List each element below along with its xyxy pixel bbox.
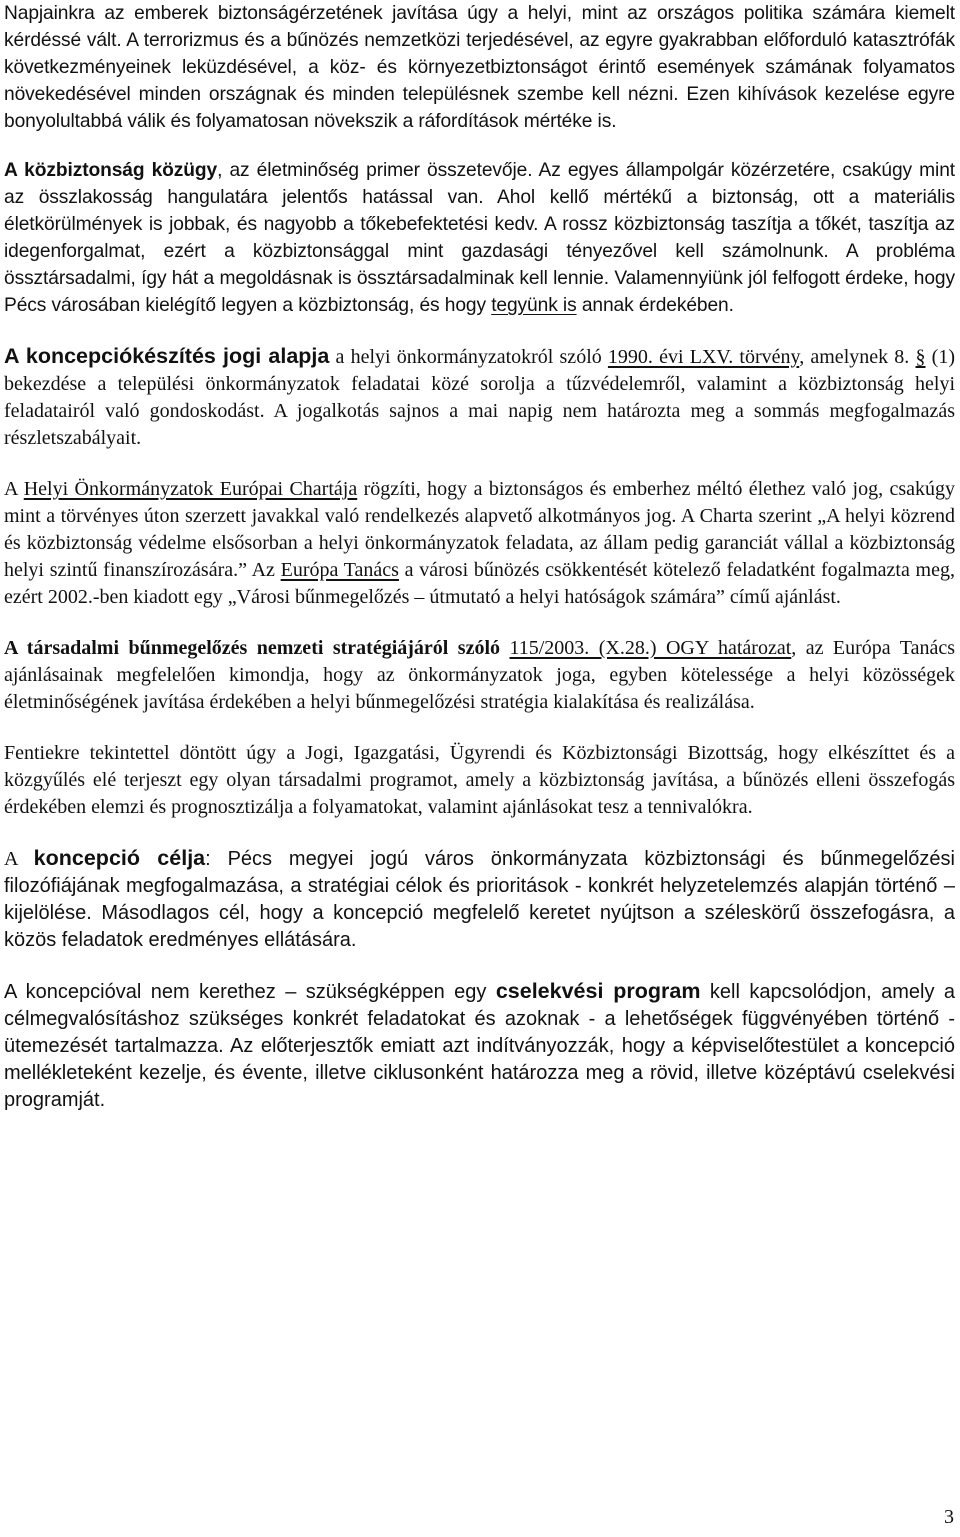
- paragraph-legal-basis-lead: A koncepciókészítés jogi alapja: [4, 344, 330, 368]
- paragraph-strategy-text: , az Európa Tanács ajánlásainak megfelelően kimondja, hogy az önkormányzatok joga, egyben kötelessége a helyi közösségek életminőségének javítása érdekében a helyi bűnmegelőzési stratégia kialakítása és realizálása.: [4, 637, 956, 713]
- underlined-phrase: tegyünk is: [491, 295, 577, 316]
- paragraph-legal-basis-text-2: , amelynek 8.: [799, 346, 916, 368]
- paragraph-charter-text-3: a városi bűnözés csökkentését kötelező feladatként fogalmazta meg, ezért 2002.-ben kiadott egy „Városi bűnmegelőzés – útmutató a helyi hatóságok számára” című ajánlást.: [4, 559, 955, 608]
- paragraph-action-program-text-2: kell kapcsolódjon, amely a célmegvalósításhoz szükséges konkrét feladatokat és azoknak - a lehetőségek függvényében történő - ütemezését tartalmazza. Az előterjesztők emiatt azt indítványozzák, hogy a képviselőtestület a koncepció mellékleteként kezelje, és évente, illetve ciklusonként határozza meg a rövid, illetve középtávú cselekvési programját.: [4, 981, 955, 1111]
- paragraph-legal-basis-text-3: (1) bekezdése a települési önkormányzatok feladatai közé sorolja a tűzvédelemről, valamint a közbiztonság helyi feladatairól való gondoskodást. A jogalkotás sajnos a mai napig nem határozta meg a sommás megfogalmazás részletszabályait.: [4, 346, 955, 449]
- paragraph-public-safety: [4, 157, 955, 319]
- law-link[interactable]: 1990. évi LXV. törvény: [607, 346, 800, 368]
- section-sign: §: [915, 346, 926, 368]
- paragraph-goal-text-2: : Pécs megyei jogú város önkormányzata közbiztonsági és bűnmegelőzési filozófiájának megfogalmazása, a stratégiai célok és prioritások - konkrét helyzetelemzés alapján történő – kijelölése. Másodlagos cél, hogy a koncepció megfelelő keretet nyújtson a széleskörű összefogásra, a közös feladatok eredményes ellátására.: [4, 848, 955, 951]
- paragraph-intro: [4, 0, 955, 135]
- paragraph-committee-text: Fentiekre tekintettel döntött úgy a Jogi, Igazgatási, Ügyrendi és Közbiztonsági Bizottság, hogy elkészíttet és a közgyűlés elé terjeszt egy olyan társadalmi programot, amely a közbiztonság javítása, a bűnözés elleni összefogás érdekében elemzi és prognosztizálja a folyamatokat, valamint ajánlásokat tesz a tennivalókra.: [4, 742, 955, 818]
- paragraph-goal: [4, 845, 955, 954]
- paragraph-public-safety-text-2: annak érdekében.: [576, 295, 734, 316]
- paragraph-legal-basis-text-1: a helyi önkormányzatokról szóló: [329, 346, 608, 368]
- page-number: 3: [944, 1506, 954, 1528]
- paragraph-goal-bold: koncepció célja: [33, 846, 206, 870]
- charter-link[interactable]: Helyi Önkormányzatok Európai Chartája: [23, 478, 358, 500]
- paragraph-action-program: [4, 978, 955, 1114]
- paragraph-charter-text-2: rögzíti, hogy a biztonságos és emberhez méltó élethez való jog, csakúgy mint a törvényes úton szerzett javakkal való rendelkezés alapvető alkotmányos jog. A Charta szerint „A helyi közrend és közbiztonság védelme elsősorban a helyi önkormányzatok feladata, az állam pedig garanciát vállal a közbiztonság helyi szintű finanszírozására.” Az: [4, 478, 955, 581]
- paragraph-action-program-bold: cselekvési program: [495, 979, 701, 1003]
- paragraph-strategy: [4, 635, 955, 716]
- paragraph-strategy-lead: A társadalmi bűnmegelőzés nemzeti stratégiájáról szóló: [4, 637, 501, 659]
- paragraph-intro-text: Napjainkra az emberek biztonságérzetének javítása úgy a helyi, mint az országos politika számára kiemelt kérdéssé vált. A terrorizmus és a bűnözés nemzetközi terjedésével, az egyre gyakrabban előforduló katasztrófák következményeinek leküzdésével, a köz- és környezetbiztonságot érintő események számának folyamatos növekedésével minden országnak és minden településnek szembe kell nézni. Ezen kihívások kezelése egyre bonyolultabbá válik és folyamatosan növekszik a ráfordítások mértéke is.: [4, 3, 955, 132]
- resolution-link[interactable]: 115/2003. (X.28.) OGY határozat: [509, 637, 792, 659]
- paragraph-committee: [4, 740, 955, 821]
- paragraph-legal-basis: [4, 343, 955, 452]
- paragraph-charter-text-1: A: [4, 478, 24, 500]
- paragraph-public-safety-text-1: , az életminőség primer összetevője. Az egyes állampolgár közérzetére, csakúgy mint az összlakosság hangulatára jelentős hatással van. Ahol kellő mértékű a biztonság, ott a materiális életkörülmények is jobbak, és nagyobb a tőkebefektetési kedv. A rossz közbiztonság taszítja a tőkét, taszítja az idegenforgalmat, ezért a közbiztonsággal mint gazdasági tényezővel kell számolnunk. A probléma össztársadalmi, így hát a megoldásnak is össztársadalminak kell lennie. Valamennyiünk jól felfogott érdeke, hogy Pécs városában kielégítő legyen a közbiztonság, és hogy: [4, 160, 956, 316]
- paragraph-goal-text-1: A: [4, 848, 34, 870]
- council-of-europe-link[interactable]: Európa Tanács: [280, 559, 399, 581]
- paragraph-public-safety-lead: A közbiztonság közügy: [4, 160, 218, 181]
- paragraph-action-program-text-1: A koncepcióval nem kerethez – szükségképpen egy: [4, 981, 496, 1003]
- document-page: [4, 0, 955, 1114]
- paragraph-charter: [4, 476, 955, 611]
